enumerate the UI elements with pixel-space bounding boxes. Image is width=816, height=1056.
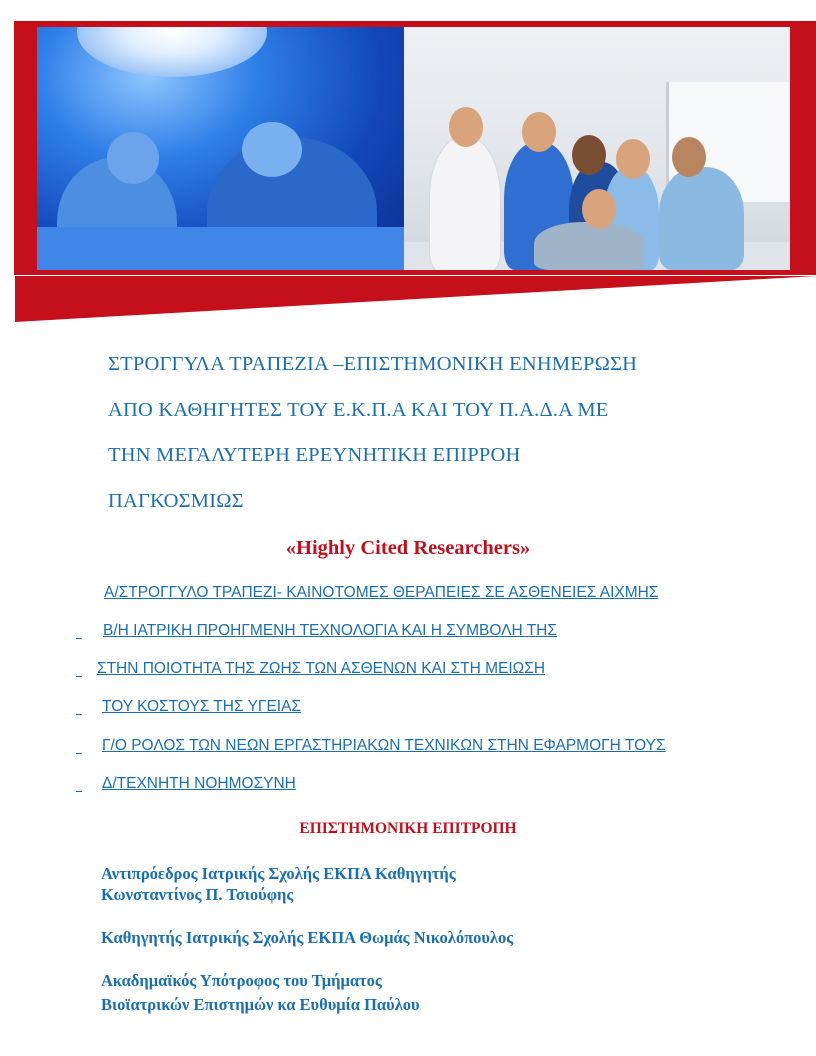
surgeon-head (107, 132, 159, 184)
surgical-drape (37, 227, 404, 270)
topic-link-d[interactable]: Δ/ΤΕΧΝΗΤΗ ΝΟΗΜΟΣΥΝΗ (102, 775, 296, 792)
member-1-name: Κωνσταντίνος Π. Τσιούφης (101, 885, 294, 904)
list-bullet (76, 791, 82, 792)
title-line-3: ΤΗΝ ΜΕΓΑΛΥΤΕΡΗ ΕΡΕΥΝΗΤΙΚΗ ΕΠΙΡΡΟΗ (108, 444, 521, 466)
surgery-photo (37, 27, 404, 270)
face (449, 107, 483, 147)
surgeon-head (242, 122, 302, 177)
topic-link-b-end[interactable]: ΤΟΥ ΚΟΣΤΟΥΣ ΤΗΣ ΥΓΕΙΑΣ (102, 698, 302, 715)
face (616, 139, 650, 179)
member-3-name: Βιοϊατρικών Επιστημών κα Ευθυμία Παύλου (101, 995, 420, 1014)
face (672, 137, 706, 177)
face (522, 112, 556, 152)
topic-link-c[interactable]: Γ/Ο ΡΟΛΟΣ ΤΩΝ ΝΕΩΝ ΕΡΓΑΣΤΗΡΙΑΚΩΝ ΤΕΧΝΙΚΩΝ ΣΤΗΝ ΕΦΑΡΜΟΓΗ ΤΟΥΣ (102, 737, 666, 754)
member-3-title: Ακαδημαϊκός Υπότροφος του Τμήματος (101, 971, 382, 990)
committee-heading: ΕΠΙΣΤΗΜΟΝΙΚΗ ΕΠΙΤΡΟΠΗ (299, 820, 517, 837)
face (582, 189, 616, 229)
highly-cited-heading: «Highly Cited Researchers» (285, 537, 531, 559)
list-bullet (76, 676, 82, 677)
member-2: Καθηγητής Ιατρικής Σχολής ΕΚΠΑ Θωμάς Νικολόπουλος (101, 928, 514, 947)
topic-link-b[interactable]: Β/Η ΙΑΤΡΙΚΗ ΠΡΟΗΓΜΕΝΗ ΤΕΧΝΟΛΟΓΙΑ ΚΑΙ Η ΣΥΜΒΟΛΗ ΤΗΣ (103, 622, 557, 639)
title-line-1: ΣΤΡΟΓΓΥΛΑ ΤΡΑΠΕΖΙΑ –ΕΠΙΣΤΗΜΟΝΙΚΗ ΕΝΗΜΕΡΩΣΗ (108, 353, 638, 375)
medical-team-photo (404, 27, 790, 270)
doctor-figure (429, 137, 501, 270)
title-line-4: ΠΑΓΚΟΣΜΙΩΣ (108, 490, 244, 512)
list-bullet (76, 714, 82, 715)
member-1-title: Αντιπρόεδρος Ιατρικής Σχολής ΕΚΠΑ Καθηγητής (101, 864, 456, 883)
list-bullet (76, 753, 82, 754)
red-ribbon-decoration (15, 276, 816, 322)
nurse-figure (659, 167, 744, 270)
title-line-2: ΑΠΟ ΚΑΘΗΓΗΤΕΣ ΤΟΥ Ε.Κ.Π.Α ΚΑΙ ΤΟΥ Π.Α.Δ.Α ΜΕ (108, 399, 609, 421)
topic-link-b-cont[interactable]: ΣΤΗΝ ΠΟΙΟΤΗΤΑ ΤΗΣ ΖΩΗΣ ΤΩΝ ΑΣΘΕΝΩΝ ΚΑΙ ΣΤΗ ΜΕΙΩΣΗ (97, 660, 546, 677)
list-bullet (76, 638, 82, 639)
surgical-lamp (77, 27, 267, 77)
patient-figure (534, 222, 644, 270)
face (572, 135, 606, 175)
topic-link-a[interactable]: Α/ΣΤΡΟΓΓΥΛΟ ΤΡΑΠΕΖΙ- ΚΑΙΝΟΤΟΜΕΣ ΘΕΡΑΠΕΙΕΣ ΣΕ ΑΣΘΕΝΕΙΕΣ ΑΙΧΜΗΣ (104, 584, 659, 601)
